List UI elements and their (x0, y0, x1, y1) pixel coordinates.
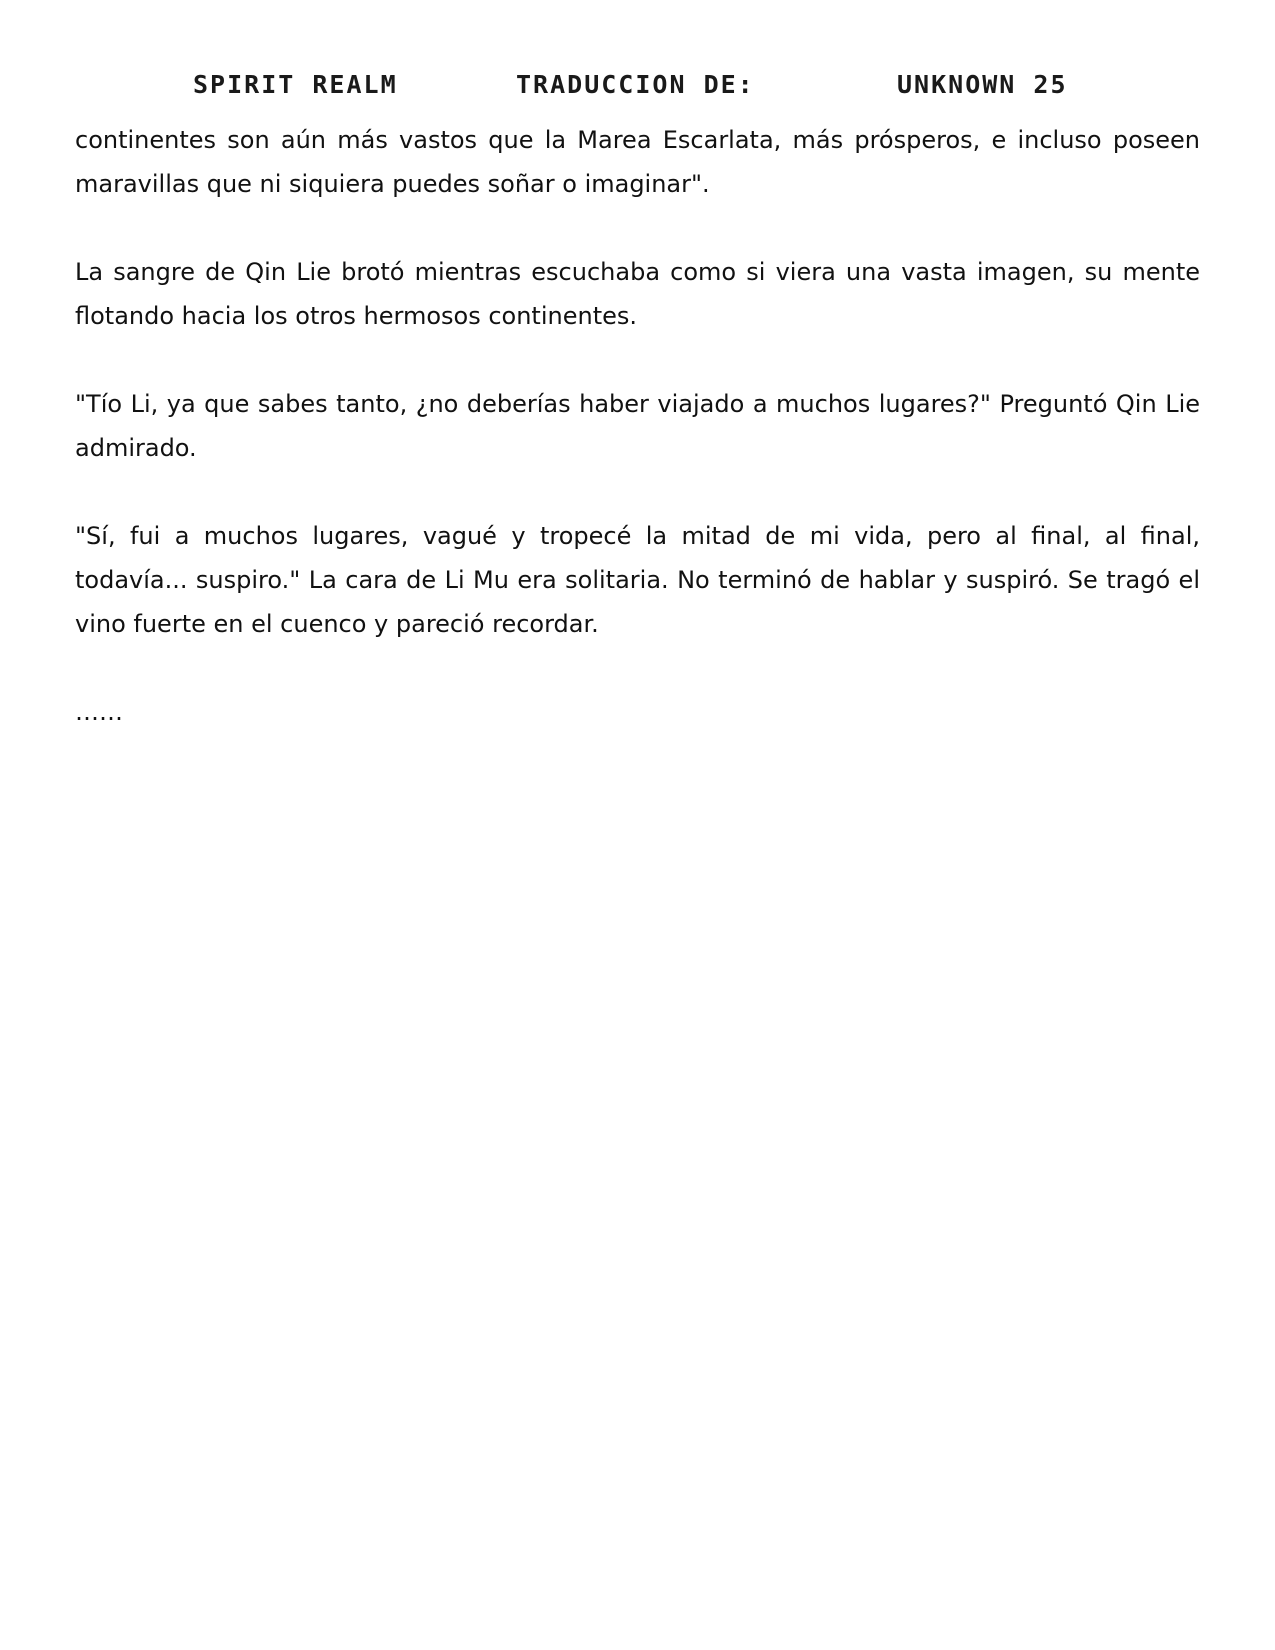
header-translator: UNKNOWN 25 (897, 70, 1068, 99)
page-header (0, 70, 1275, 110)
paragraph: "Sí, fui a muchos lugares, vagué y tropecé la mitad de mi vida, pero al final, al final, todavía... suspiro." La cara de Li Mu era solitaria. No terminó de hablar y suspiró. Se tragó el vino fuerte en el cuenco y pareció recordar. (75, 522, 1200, 638)
paragraph: continentes son aún más vastos que la Marea Escarlata, más prósperos, e incluso poseen maravillas que ni siquiera puedes soñar o imaginar". (75, 126, 1200, 198)
header-translation-label: TRADUCCION DE: (516, 70, 755, 99)
document-body (75, 118, 1200, 778)
section-ellipsis: …… (75, 698, 123, 726)
paragraph: "Tío Li, ya que sabes tanto, ¿no deberías haber viajado a muchos lugares?" Preguntó Qin Lie admirado. (75, 390, 1200, 462)
header-title: SPIRIT REALM (193, 70, 398, 99)
paragraph: La sangre de Qin Lie brotó mientras escuchaba como si viera una vasta imagen, su mente flotando hacia los otros hermosos continentes. (75, 258, 1200, 330)
